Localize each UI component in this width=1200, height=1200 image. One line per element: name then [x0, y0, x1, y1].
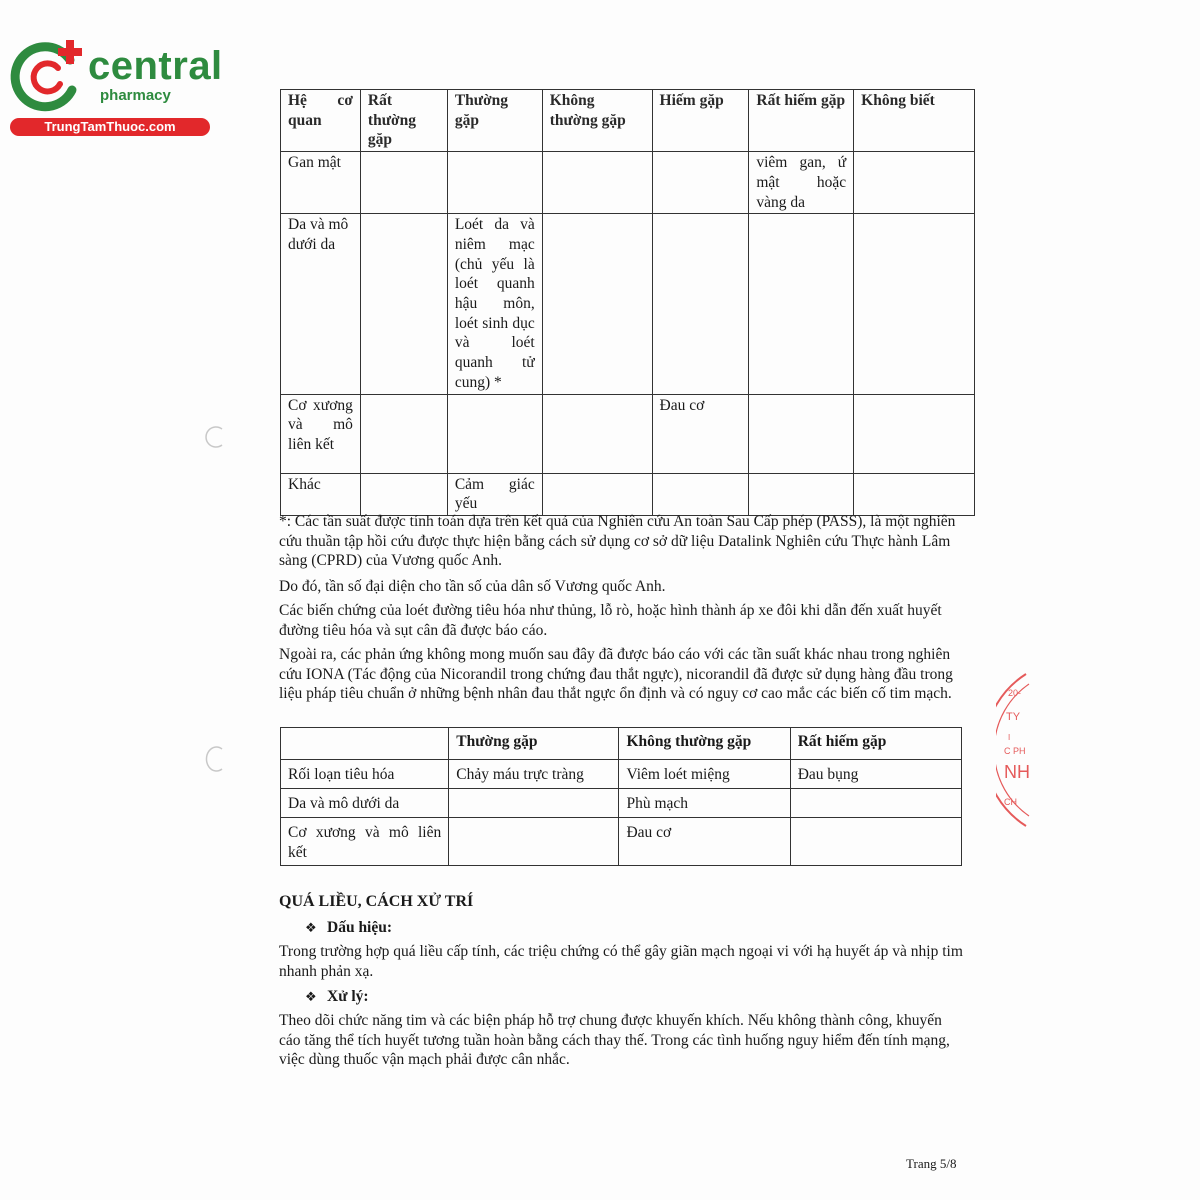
organ-cell: Cơ xương và mô liên kết	[281, 394, 361, 473]
table-cell	[542, 473, 652, 515]
organ-cell: Khác	[281, 473, 361, 515]
table-cell	[360, 394, 447, 473]
table-cell: Loét da và niêm mạc (chủ yếu là loét quanh hậu môn, loét sinh dục và loét quanh tử cung) *	[447, 214, 542, 394]
table-cell	[854, 214, 975, 394]
logo-subtitle: pharmacy	[100, 87, 171, 104]
adverse-reactions-table	[280, 89, 975, 516]
signs-paragraph: Trong trường hợp quá liều cấp tính, các triệu chứng có thể gây giãn mạch ngoại vi với hạ huyết áp và nhịp tim nhanh phản xạ.	[279, 943, 963, 980]
column-header: Không thường gặp	[619, 728, 790, 760]
organ-cell: Gan mật	[281, 152, 361, 214]
table-row	[281, 152, 975, 214]
table-cell: Chảy máu trực tràng	[449, 760, 619, 789]
diamond-bullet-icon: ❖	[305, 921, 317, 936]
column-header: Hệ cơ quan	[281, 90, 361, 152]
table-cell: Viêm loét miệng	[619, 760, 790, 789]
column-header: Hiếm gặp	[652, 90, 749, 152]
table-cell	[749, 394, 854, 473]
table-cell	[360, 473, 447, 515]
organ-cell: Da và mô dưới da	[281, 789, 449, 818]
table-cell	[854, 152, 975, 214]
table-cell	[449, 789, 619, 818]
table-cell	[854, 394, 975, 473]
diamond-bullet-icon: ❖	[305, 990, 317, 1005]
table-cell	[652, 152, 749, 214]
svg-text:C PH: C PH	[1004, 746, 1026, 756]
punch-hole-icon	[200, 746, 226, 772]
table-row	[281, 473, 975, 515]
table-cell	[790, 818, 961, 866]
table-cell: Đau cơ	[619, 818, 790, 866]
column-header: Rất thường gặp	[360, 90, 447, 152]
table-cell: Phù mạch	[619, 789, 790, 818]
table-row	[281, 760, 962, 789]
signs-title: Dấu hiệu:	[327, 919, 393, 936]
iona-reactions-table	[280, 727, 962, 866]
column-header: Không thường gặp	[542, 90, 652, 152]
central-pharmacy-logo[interactable]	[10, 38, 223, 138]
logo-website-band[interactable]: TrungTamThuoc.com	[10, 118, 210, 136]
table-cell: Cảm giác yếu	[447, 473, 542, 515]
page-number: Trang 5/8	[906, 1156, 957, 1171]
table-cell	[447, 394, 542, 473]
pharmacy-cross-icon	[10, 38, 90, 116]
table-cell: viêm gan, ứ mật hoặc vàng da	[749, 152, 854, 214]
table-row	[281, 214, 975, 394]
table-cell	[790, 789, 961, 818]
footnote-paragraph: *: Các tần suất được tính toán dựa trên kết quả của Nghiên cứu An toàn Sau Cấp phép (PASS), là một nghiên cứu thuần tập hồi cứu được thực hiện bằng cách sử dụng cơ sở dữ liệu Datalink Nghiên cứu Thực hành Lâm sàng (CPRD) của Vương quốc Anh.	[279, 513, 956, 569]
table-cell: Đau bụng	[790, 760, 961, 789]
table-cell: Đau cơ	[652, 394, 749, 473]
table-row	[281, 818, 962, 866]
punch-hole-icon	[200, 424, 226, 450]
table-cell	[749, 214, 854, 394]
table-cell	[749, 473, 854, 515]
table-cell	[360, 152, 447, 214]
organ-cell: Cơ xương và mô liên kết	[281, 818, 449, 866]
table-header-row	[281, 728, 962, 760]
svg-text:TY: TY	[1006, 711, 1021, 723]
table-cell	[652, 214, 749, 394]
table-cell	[360, 214, 447, 394]
signs-subheading	[305, 919, 392, 937]
table-cell	[542, 394, 652, 473]
table-row	[281, 789, 962, 818]
body-paragraph: Ngoài ra, các phản ứng không mong muốn sau đây đã được báo cáo với các tần suất khác nhau trong nghiên cứu IONA (Tác động của Nicorandil trong chứng đau thắt ngực), nicorandil đã được sử dụng hàng đầu trong liệu pháp tiêu chuẩn ở những bệnh nhân đau thắt ngực ổn định và có nguy cơ cao mắc các biến cố tim mạch.	[279, 646, 953, 702]
overdose-heading: QUÁ LIỀU, CÁCH XỬ TRÍ	[279, 893, 474, 910]
treatment-paragraph: Theo dõi chức năng tim và các biện pháp hỗ trợ chung được khuyến khích. Nếu không thành công, khuyến cáo tăng thể tích huyết tương tuần hoàn bằng cách thay thế. Trong các tình huống nguy hiểm đến tính mạng, việc dùng thuốc vận mạch phải được cân nhắc.	[279, 1012, 950, 1068]
svg-text:NH: NH	[1004, 762, 1030, 782]
logo-brand-text: central	[88, 44, 223, 88]
column-header: Rất hiếm gặp	[749, 90, 854, 152]
body-paragraph: Các biến chứng của loét đường tiêu hóa như thủng, lỗ rò, hoặc hình thành áp xe đôi khi dẫn đến xuất huyết đường tiêu hóa và sụt cân đã được báo cáo.	[279, 602, 942, 639]
column-header: Rất hiếm gặp	[790, 728, 961, 760]
svg-text:20-: 20-	[1008, 688, 1022, 698]
svg-text:I: I	[1008, 733, 1011, 742]
column-header: Không biết	[854, 90, 975, 152]
svg-text:CH: CH	[1004, 797, 1017, 807]
treatment-subheading	[305, 988, 369, 1006]
column-header: Thường gặp	[447, 90, 542, 152]
column-header	[281, 728, 449, 760]
table-cell	[652, 473, 749, 515]
organ-cell: Da và mô dưới da	[281, 214, 361, 394]
treatment-title: Xử lý:	[327, 988, 369, 1005]
table-cell	[542, 214, 652, 394]
table-cell	[542, 152, 652, 214]
body-paragraph: Do đó, tần số đại diện cho tần số của dân số Vương quốc Anh.	[279, 578, 666, 595]
red-stamp-icon	[996, 670, 1030, 830]
table-row	[281, 394, 975, 473]
table-cell	[854, 473, 975, 515]
table-header-row	[281, 90, 975, 152]
table-cell	[449, 818, 619, 866]
column-header: Thường gặp	[449, 728, 619, 760]
table-cell	[447, 152, 542, 214]
organ-cell: Rối loạn tiêu hóa	[281, 760, 449, 789]
